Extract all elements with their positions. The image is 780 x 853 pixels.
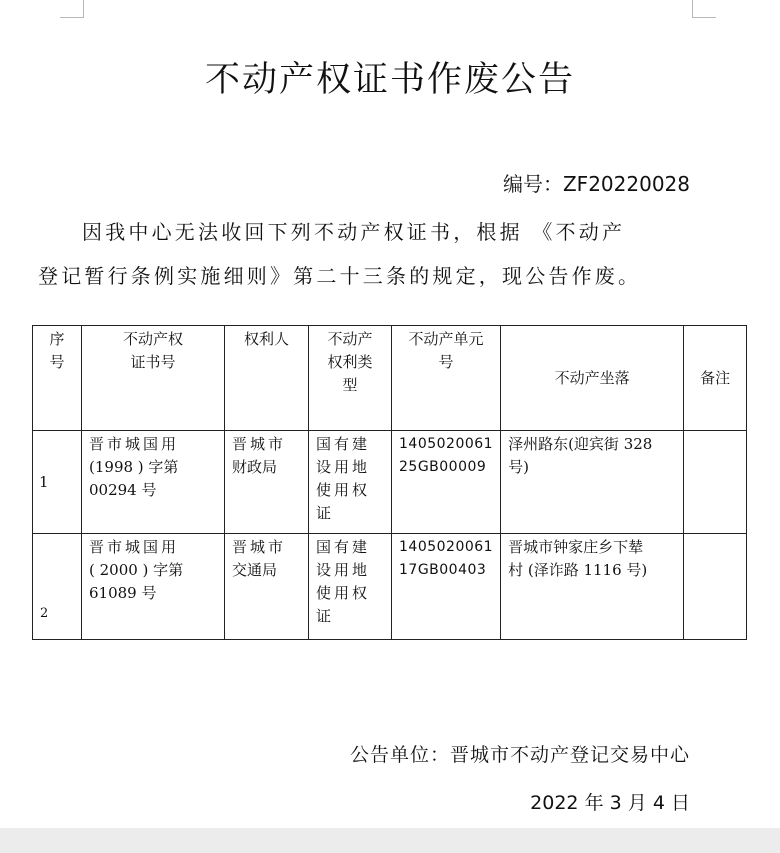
notice-body-line-1: 因我中心无法收回下列不动产权证书，根据 《不动产 xyxy=(82,220,626,244)
document-number-value: ZF20220028 xyxy=(562,172,690,196)
issuing-organization xyxy=(350,740,690,767)
document-title: 不动产权证书作废公告 xyxy=(204,60,575,100)
row-remarks xyxy=(684,534,747,640)
table-row xyxy=(33,431,747,534)
document-number-label: 编号： xyxy=(502,172,563,196)
row-unit-no: 1405020061 25GB00009 xyxy=(392,431,501,534)
row-location: 晋城市钟家庄乡下辇 村 (泽诈路 1116 号) xyxy=(501,534,684,640)
issuing-organization-name: 晋城市不动产登记交易中心 xyxy=(449,744,690,766)
crop-mark-top-right-h xyxy=(692,17,716,18)
header-location: 不动产坐落 xyxy=(501,326,684,431)
document-number xyxy=(503,168,690,197)
table-row xyxy=(33,534,747,640)
page-gap xyxy=(0,828,780,853)
row-remarks xyxy=(684,431,747,534)
header-unit-no: 不动产单元 号 xyxy=(392,326,501,431)
table-header-row xyxy=(33,326,747,431)
header-right-type: 不动产 权利类 型 xyxy=(309,326,392,431)
row-seq: 2 xyxy=(33,534,82,640)
row-holder: 晋城市 财政局 xyxy=(225,431,309,534)
row-holder: 晋城市 交通局 xyxy=(225,534,309,640)
header-remarks: 备注 xyxy=(684,326,747,431)
header-holder: 权利人 xyxy=(225,326,309,431)
crop-mark-top-right-v xyxy=(692,0,693,18)
header-seq: 序 号 xyxy=(33,326,82,431)
notice-body xyxy=(38,210,698,298)
crop-mark-top-left-h xyxy=(60,17,84,18)
row-right-type: 国有建 设用地 使用权 证 xyxy=(309,431,392,534)
row-unit-no: 1405020061 17GB00403 xyxy=(392,534,501,640)
row-location: 泽州路东(迎宾街 328 号) xyxy=(501,431,684,534)
notice-body-line-2: 登记暂行条例实施细则》第二十三条的规定，现公告作废。 xyxy=(38,264,642,288)
row-cert-no: 晋市城国用 ( 2000 ) 字第 61089 号 xyxy=(82,534,225,640)
row-right-type: 国有建 设用地 使用权 证 xyxy=(309,534,392,640)
header-cert-no: 不动产权 证书号 xyxy=(82,326,225,431)
row-cert-no: 晋市城国用 (1998 ) 字第 00294 号 xyxy=(82,431,225,534)
crop-mark-top-left-v xyxy=(83,0,84,18)
issue-date: 2022 年 3 月 4 日 xyxy=(530,792,690,814)
row-seq: 1 xyxy=(33,431,82,534)
issuing-organization-label: 公告单位： xyxy=(349,744,450,766)
certificate-table xyxy=(32,325,747,640)
